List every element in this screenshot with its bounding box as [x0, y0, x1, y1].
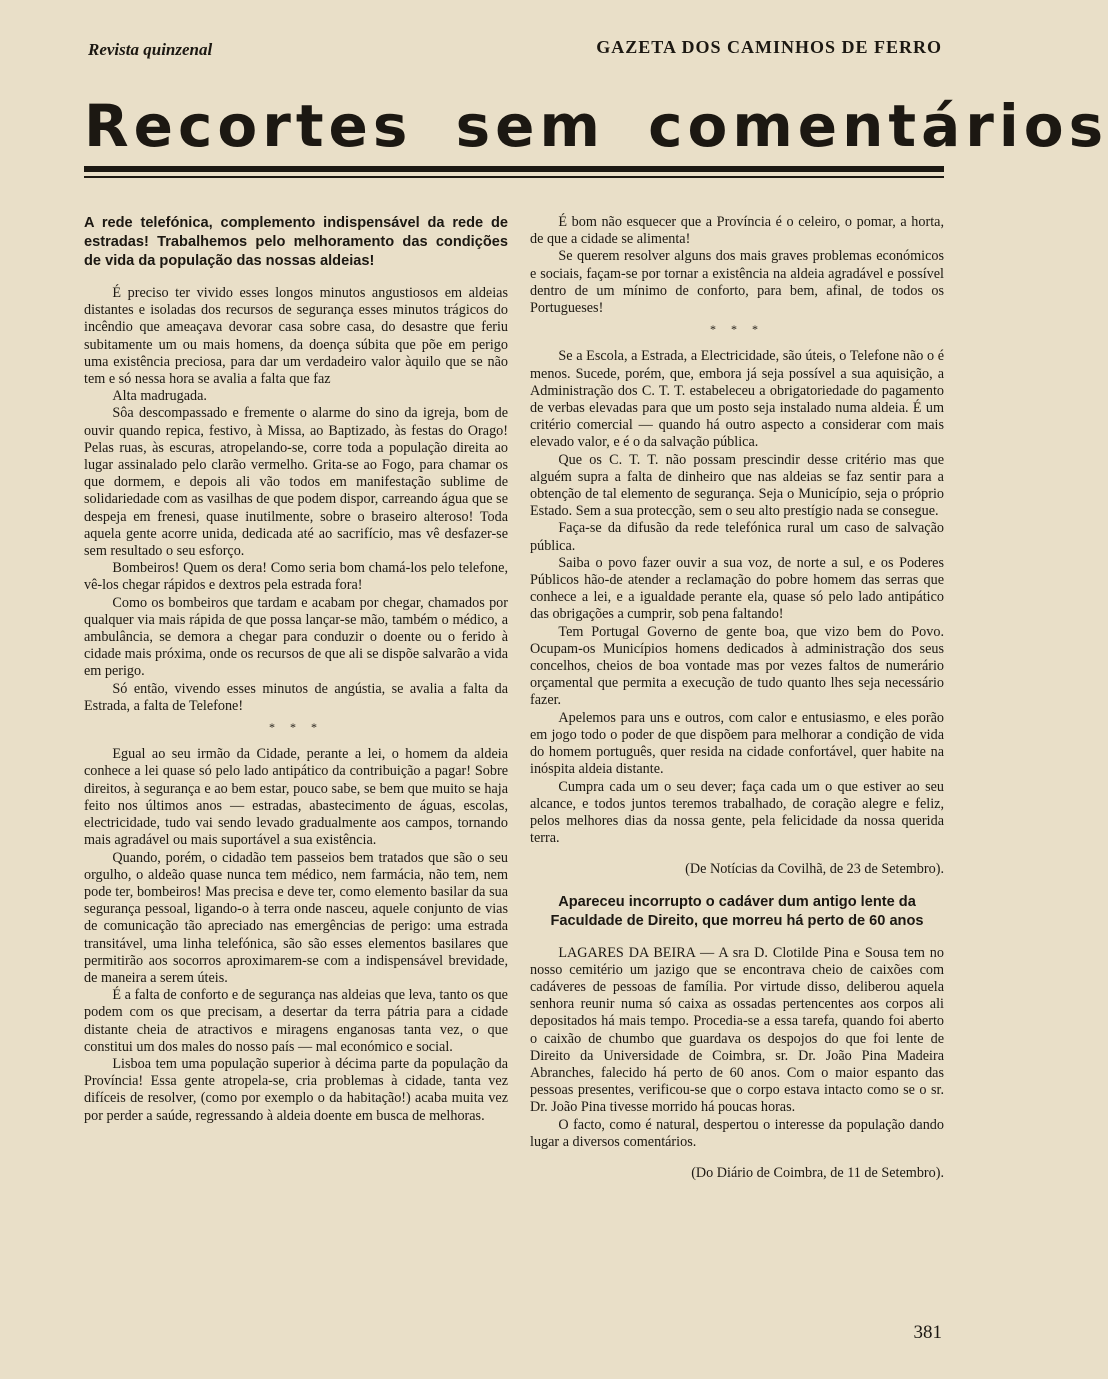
paragraph: LAGARES DA BEIRA — A sra D. Clotilde Pina e Sousa tem no nosso cemitério um jazigo que se encontrava cheio de caixões com cadáveres de pessoas de família. Por virtude disso, deliberou aquela senhora reunir numa só caixa as ossadas pertencentes aos corpos ali depositados há mais tempo. Procedia-se a essa tarefa, quando foi aberto o caixão de chumbo que guardava os despojos do que foi lente de Direito da Universidade de Coimbra, sr. Dr. João Pina Madeira Abranches, falecido há perto de 60 anos. Com o maior espanto das pessoas presentes, verificou-se que o corpo estava intacto como se o sr. Dr. João Pina tivesse morrido há poucas horas.	[530, 944, 944, 1116]
paragraph: Só então, vivendo esses minutos de angústia, se avalia a falta da Estrada, a falta de Telefone!	[84, 680, 508, 714]
paragraph: É bom não esquecer que a Província é o celeiro, o pomar, a horta, de que a cidade se alimenta!	[530, 214, 944, 248]
paragraph: Cumpra cada um o seu dever; faça cada um o que estiver ao seu alcance, e todos juntos teremos trabalhado, de coração alegre e feliz, pelos melhores dias da nossa gente, pela felicidade da nossa querida terra.	[530, 778, 944, 847]
article-source-2: (Do Diário de Coimbra, de 11 de Setembro).	[691, 1164, 944, 1181]
paragraph: É preciso ter vivido esses longos minutos angustiosos em aldeias distantes e isoladas dos recursos de segurança esses minutos trágicos do incêndio que ameaçava devorar casa sobre casa, do desastre que feriu subitamente um ou mais homens, da doença súbita que põe em perigo uma existência preciosa, para dar um verdadeiro valor àquilo que se não tem e só nessa hora se avalia a falta que faz	[84, 285, 508, 388]
title-rule-thin	[84, 176, 944, 178]
paragraph: Tem Portugal Governo de gente boa, que vizo bem do Povo. Ocupam-os Municípios homens dedicados à administração dos seus concelhos, cheios de boa vontade mas por vezes faltos de numerário orçamental que permita a execução de tudo quanto lhes seja necessário fazer.	[530, 623, 944, 709]
paragraph: Se a Escola, a Estrada, a Electricidade, são úteis, o Telefone não o é menos. Sucede, porém, que, embora já seja possível a sua aquisição, a Administração dos C. T. T. estabeleceu a obrigatoriedade do pagamento de verbas elevadas para que um posto seja instalado numa aldeia. É um critério comercial — quando há outro aspecto a considerar com mais elevado valor, e é o da salvação pública.	[530, 348, 944, 451]
running-header-right: GAZETA DOS CAMINHOS DE FERRO	[596, 37, 942, 57]
right-column	[530, 214, 944, 1196]
section-separator: * * *	[269, 720, 323, 735]
page-title: Recortes sem comentários	[84, 92, 1108, 160]
paragraph: Alta madrugada.	[112, 388, 207, 405]
article-headline: A rede telefónica, complemento indispensável da rede de estradas! Trabalhemos pelo melhoramento das condições de vida da população das nossas aldeias!	[84, 215, 508, 269]
paragraph: É a falta de conforto e de segurança nas aldeias que leva, tanto os que podem com os que precisam, a desertar da terra pátria para a cidade distante cheia de atractivos e miragens enganosas tanta vez, o que constitui um dos males do nosso país — mal económico e social.	[84, 987, 508, 1055]
paragraph: Faça-se da difusão da rede telefónica rural um caso de salvação pública.	[530, 520, 944, 554]
page-number: 381	[913, 1322, 942, 1343]
paragraph: Saiba o povo fazer ouvir a sua voz, de norte a sul, e os Poderes Públicos hão-de atender a reclamação do pobre homem das serras que conhece a lei, e a igualdade perante ela, quase só pelo lado antipático das obrigações a cumprir, sob pena faltando!	[530, 554, 944, 623]
paragraph: Quando, porém, o cidadão tem passeios bem tratados que são o seu orgulho, o aldeão quase nunca tem médico, nem farmácia, não tem, nem pode ter, bombeiros! Mas precisa e deve ter, como elemento basilar da sua segurança pessoal, ligando-o à terra onde nasceu, aquele conjunto de vias de comunicação tão apreciado nas emergências de perigo: uma estrada transitável, uma linha telefónica, são são esses elementos basilares que permitirão aos socorros aproximarem-se com a indispensável brevidade, de maneira a serem úteis.	[84, 849, 508, 986]
section-separator: * * *	[710, 322, 764, 337]
paragraph: Egual ao seu irmão da Cidade, perante a lei, o homem da aldeia conhece a lei quase só pelo lado antipático da contribuição a pagar! Sobre direitos, à segurança e ao bem estar, pouco sabe, se bem que muito se haja feito nos últimos anos — estradas, abastecimento de águas, escolas, electricidade, tudo vai sendo levado gradualmente aos campos, tornando mais agradável ou mais suportável a sua existência.	[84, 746, 508, 849]
left-column	[84, 214, 508, 1125]
paragraph: Se querem resolver alguns dos mais graves problemas económicos e sociais, façam-se por tornar a existência na aldeia agradável e possível dentro de um mínimo de conforto, para bem, afinal, de todos os Portugueses!	[530, 248, 944, 317]
paragraph: Lisboa tem uma população superior à décima parte da população da Província! Essa gente atropela-se, cria problemas à cidade, tanta vez difíceis de resolver, (como por exemplo o da habitação!) acaba muita vez por perder a saúde, regressando à aldeia doente em busca de melhoras.	[84, 1055, 508, 1124]
paragraph: Sôa descompassado e fremente o alarme do sino da igreja, bom de ouvir quando repica, festivo, à Missa, ao Baptizado, às festas do Orago! Pelas ruas, às escuras, atropelando-se, corre toda a população direita ao lugar assinalado pelo clarão vermelho. Grita-se ao Fogo, para chamar os que dormem, e depois ali vão todos em manifestação sublime de solidariedade com as vasilhas de que podem dispor, carreando água que se despeja em frenesi, quase inutilmente, sobre o braseiro alteroso! Toda aquela gente acorre unida, dedicada até ao sacrifício, mas vê desfazer-se sem resultado o seu esforço.	[84, 405, 508, 560]
paragraph: Bombeiros! Quem os dera! Como seria bom chamá-los pelo telefone, vê-los chegar rápidos e dextros pela estrada fora!	[84, 560, 508, 594]
article-source: (De Notícias da Covilhã, de 23 de Setembro).	[685, 861, 944, 878]
title-rule-thick	[84, 166, 944, 172]
paragraph: O facto, como é natural, despertou o interesse da população dando lugar a diversos comentários.	[530, 1116, 944, 1150]
paragraph: Que os C. T. T. não possam prescindir desse critério mas que alguém supra a falta de dinheiro que nas aldeias se faz sentir para a obtenção de tal elemento de segurança. Seja o Município, seja o próprio Estado. Sem a sua protecção, sem o seu alto prestígio nada se consegue.	[530, 451, 944, 520]
paragraph: Como os bombeiros que tardam e acabam por chegar, chamados por qualquer via mais rápida de que possa lançar-se mão, também o médico, a ambulância, se demora a chegar para conduzir o doente ou o ferido à cidade mais próxima, onde os recursos de que ali se dispõe salvarão a vida em perigo.	[84, 594, 508, 680]
running-header-left: Revista quinzenal	[88, 40, 213, 59]
paragraph: Apelemos para uns e outros, com calor e entusiasmo, e eles porão em jogo todo o poder de que dispõem para melhorar a condição de vida do homem português, quer resida na cidade confortável, quer habite na inóspita aldeia distante.	[530, 709, 944, 778]
article-headline-2: Apareceu incorrupto o cadáver dum antigo lente da Faculdade de Direito, que morreu há perto de 60 anos	[550, 893, 924, 929]
